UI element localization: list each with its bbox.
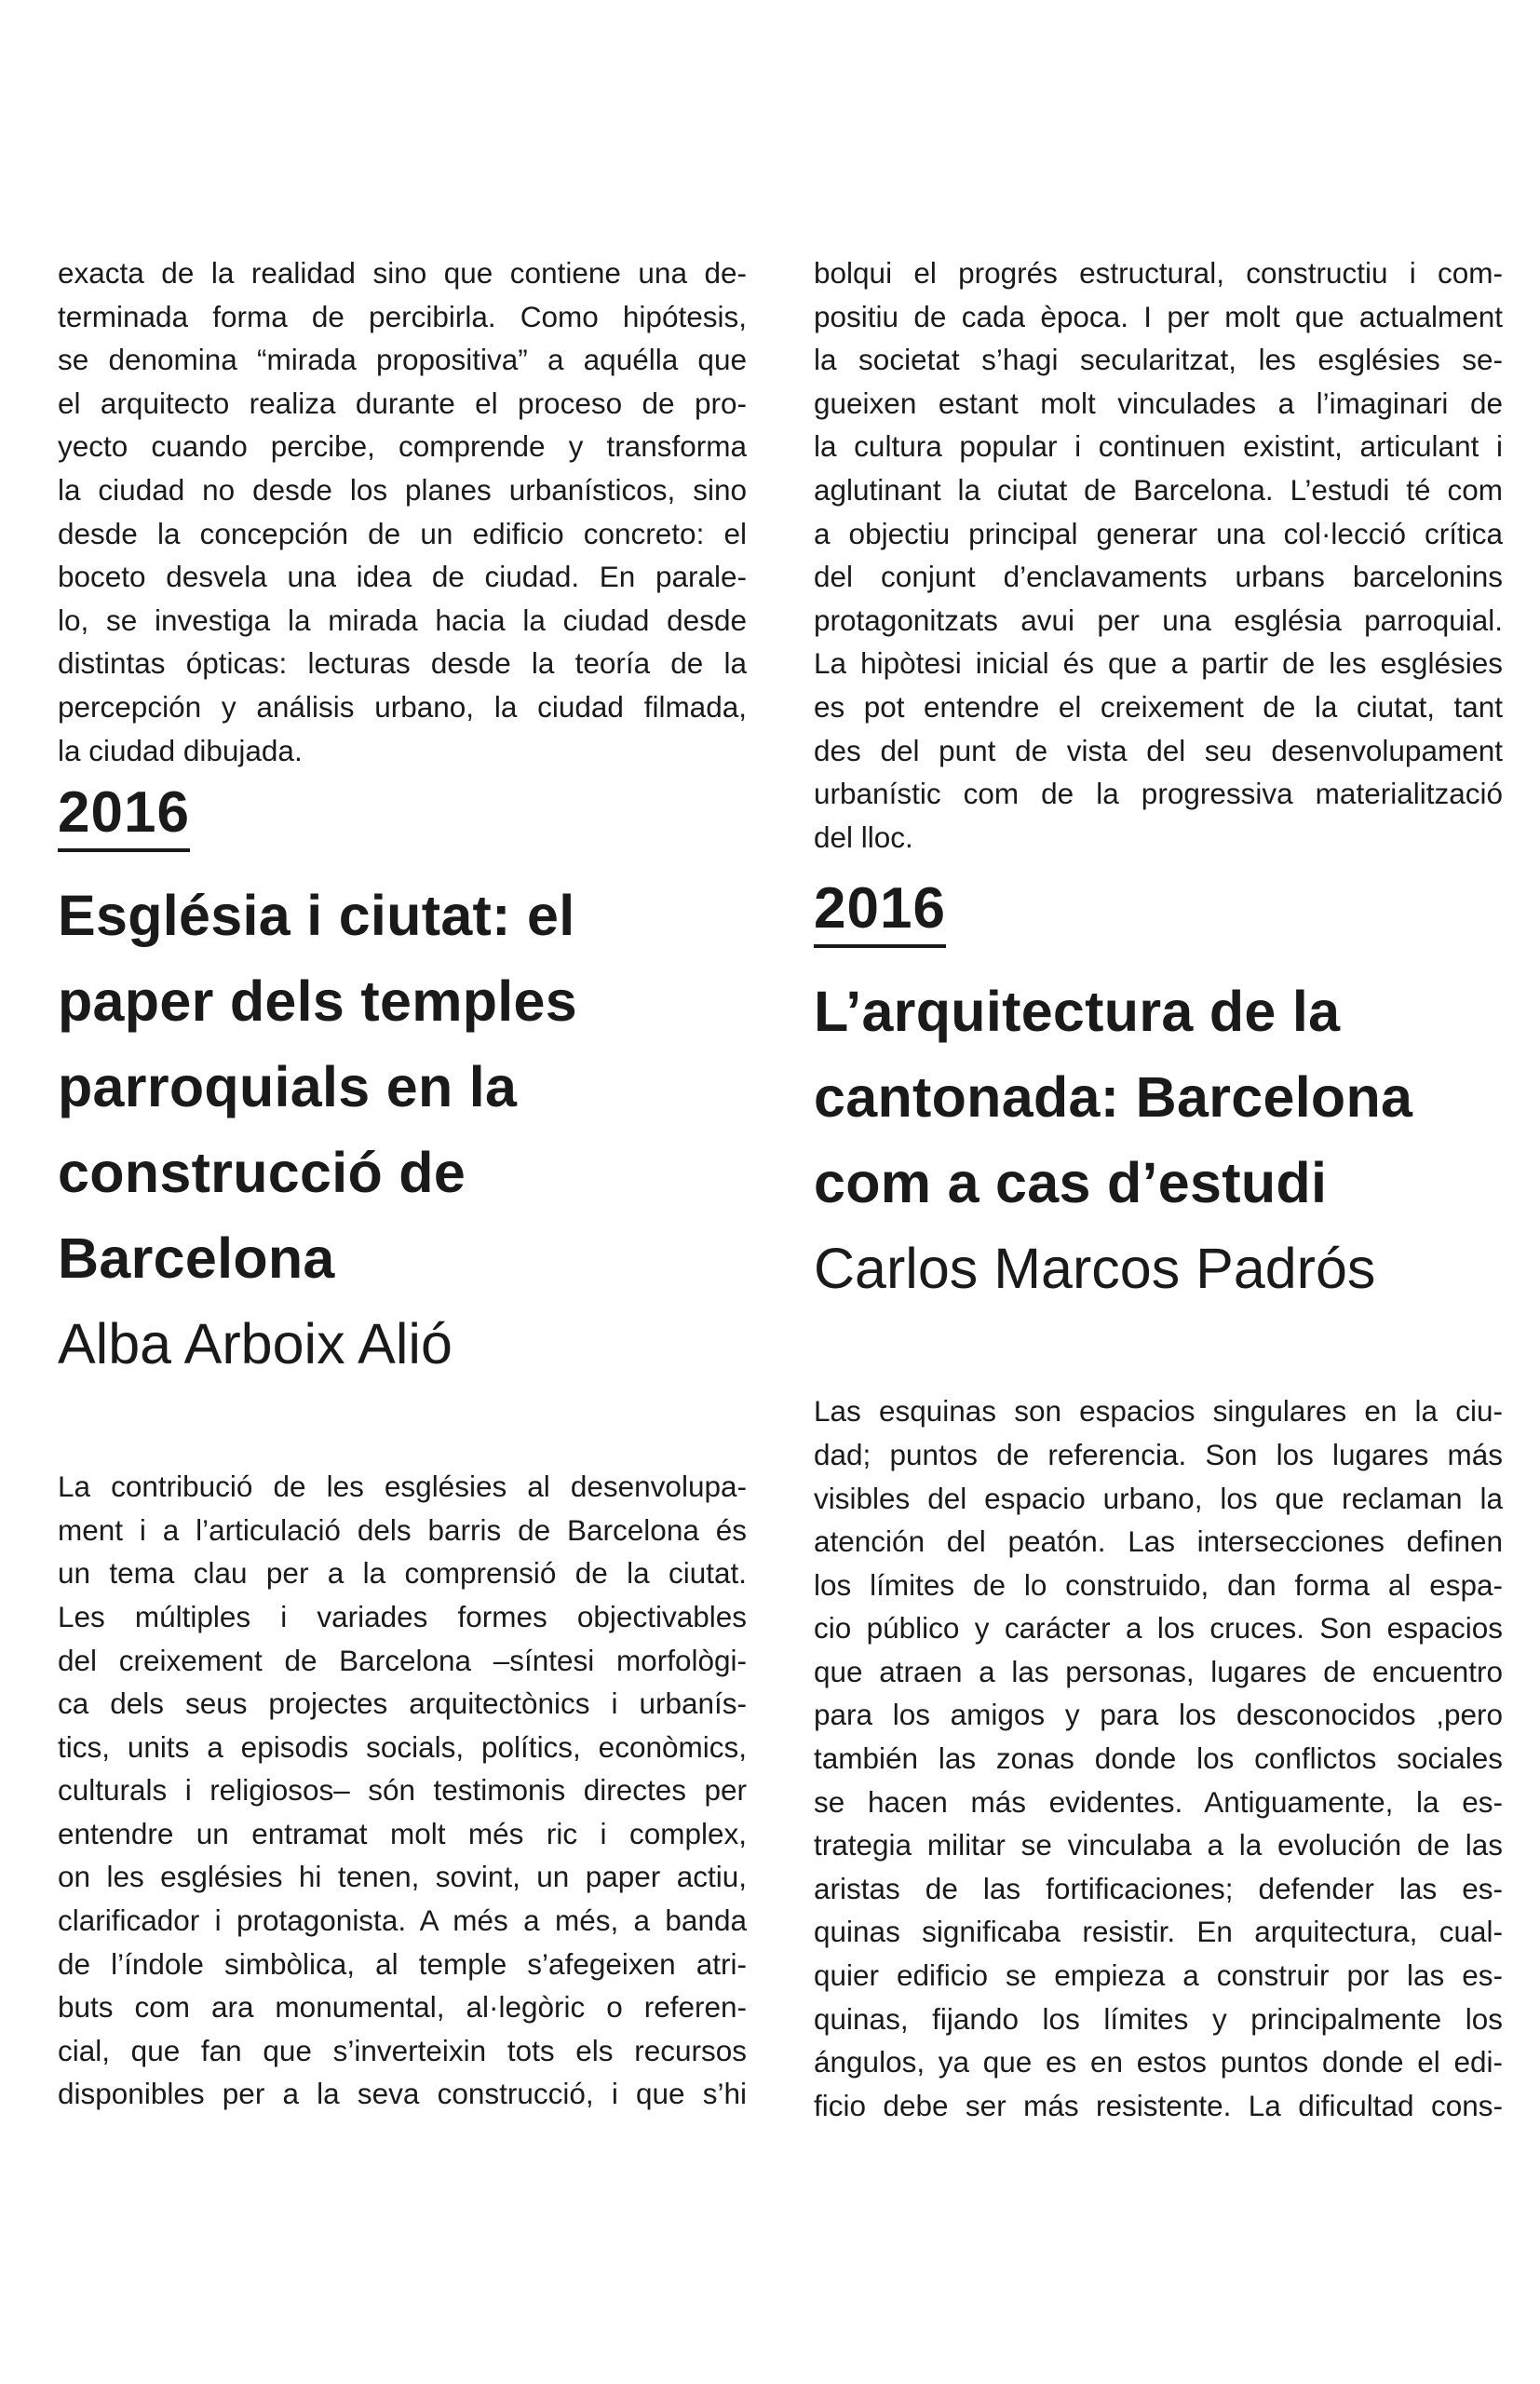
text-line: quinas, fijando los límites y principalmente los: [814, 2001, 1503, 2036]
text-line: trategia militar se vinculaba a la evolución de las: [814, 1828, 1503, 1862]
left-column: [58, 251, 747, 2116]
text-line: quinas significaba resistir. En arquitectura, cual-: [814, 1915, 1503, 1949]
left-year-heading: 2016: [58, 779, 190, 852]
text-line: urbanístic com de la progressiva materialització: [814, 777, 1503, 811]
left-year-block: [58, 779, 747, 852]
text-line: cio público y carácter a los cruces. Son espacios: [814, 1611, 1503, 1646]
text-line: aristas de las fortificaciones; defender las es-: [814, 1871, 1503, 1905]
text-line: se hacen más evidentes. Antiguamente, la es-: [814, 1784, 1503, 1819]
text-line: la ciudad no desde los planes urbanísticos, sino: [58, 472, 747, 507]
text-line: un tema clau per a la comprensió de la ciutat.: [58, 1556, 747, 1591]
text-line: La hipòtesi inicial és que a partir de les esglésies: [814, 646, 1503, 681]
text-line: la cultura popular i continuen existint, articulant i: [814, 429, 1503, 464]
left-intro-paragraph: [58, 251, 747, 772]
text-line: del lloc.: [814, 820, 913, 854]
text-line: disponibles per a la seva construcció, i que s’hi: [58, 2077, 747, 2111]
text-line: Barcelona: [58, 1226, 335, 1291]
text-line: del conjunt d’enclavaments urbans barcelonins: [814, 560, 1503, 594]
text-line: la societat s’hagi secularitzat, les esglésies se-: [814, 343, 1503, 377]
text-line: quier edificio se empieza a construir por las es-: [814, 1958, 1503, 1993]
text-line: paper dels temples: [58, 969, 578, 1034]
text-line: protagonitzats avui per una església parroquial.: [814, 603, 1503, 637]
text-line: se denomina “mirada propositiva” a aquélla que: [58, 343, 747, 377]
text-line: a objectiu principal generar una col·lecció crítica: [814, 516, 1503, 550]
right-column: [814, 251, 1503, 2127]
text-line: que atraen a las personas, lugares de encuentro: [814, 1654, 1503, 1688]
text-line: ment i a l’articulació dels barris de Barcelona és: [58, 1512, 747, 1547]
text-line: ángulos, ya que es en estos puntos donde el edi-: [814, 2045, 1503, 2079]
text-line: atención del peatón. Las intersecciones definen: [814, 1524, 1503, 1559]
text-line: ca dels seus projectes arquitectònics i urbanís-: [58, 1686, 747, 1721]
text-line: también las zonas donde los conflictos sociales: [814, 1741, 1503, 1776]
text-line: boceto desvela una idea de ciudad. En parale-: [58, 560, 747, 594]
text-line: el arquitecto realiza durante el proceso de pro-: [58, 386, 747, 420]
text-line: Església i ciutat: el: [58, 884, 575, 948]
text-line: ficio debe ser más resistente. La dificultad cons-: [814, 2088, 1503, 2122]
text-line: construcció de: [58, 1141, 466, 1205]
text-line: L’arquitectura de la: [814, 980, 1341, 1044]
text-line: cantonada: Barcelona: [814, 1065, 1413, 1130]
text-line: clarificador i protagonista. A més a més, a banda: [58, 1903, 747, 1938]
text-line: positiu de cada època. I per molt que actualment: [814, 299, 1503, 333]
right-article-author: Carlos Marcos Padrós: [814, 1237, 1376, 1301]
text-line: buts com ara monumental, al·legòric o referen-: [58, 1990, 747, 2025]
text-line: yecto cuando percibe, comprende y transforma: [58, 429, 747, 464]
right-year-block: [814, 875, 1503, 948]
text-line: para los amigos y para los desconocidos ,pero: [814, 1698, 1503, 1732]
right-year-heading: 2016: [814, 875, 946, 948]
text-line: aglutinant la ciutat de Barcelona. L’estudi té com: [814, 472, 1503, 507]
right-intro-paragraph: [814, 251, 1503, 859]
text-line: es pot entendre el creixement de la ciutat, tant: [814, 689, 1503, 724]
text-line: del creixement de Barcelona –síntesi morfològi-: [58, 1643, 747, 1677]
right-article-title: [814, 968, 1503, 1226]
text-line: distintas ópticas: lecturas desde la teoría de la: [58, 646, 747, 681]
text-line: los límites de lo construido, dan forma al espa-: [814, 1567, 1503, 1602]
text-line: La contribució de les esglésies al desenvolupa-: [58, 1470, 747, 1504]
text-line: cial, que fan que s’inverteixin tots els recursos: [58, 2033, 747, 2067]
text-line: tics, units a episodis socials, polítics, econòmics,: [58, 1729, 747, 1764]
text-line: des del punt de vista del seu desenvolupament: [814, 733, 1503, 767]
text-line: Las esquinas son espacios singulares en la ciu-: [814, 1394, 1503, 1429]
text-line: la ciudad dibujada.: [58, 733, 303, 767]
text-line: culturals i religiosos– són testimonis directes per: [58, 1773, 747, 1808]
left-article-author: Alba Arboix Alió: [58, 1312, 453, 1376]
text-line: on les esglésies hi tenen, sovint, un paper actiu,: [58, 1860, 747, 1894]
text-line: dad; puntos de referencia. Son los lugares más: [814, 1437, 1503, 1471]
text-line: parroquials en la: [58, 1055, 518, 1119]
text-line: de l’índole simbòlica, al temple s’afegeixen atri-: [58, 1946, 747, 1981]
text-line: com a cas d’estudi: [814, 1151, 1328, 1215]
text-line: entendre un entramat molt més ric i complex,: [58, 1816, 747, 1850]
right-abstract-paragraph: [814, 1389, 1503, 2127]
text-line: percepción y análisis urbano, la ciudad filmada,: [58, 689, 747, 724]
text-line: exacta de la realidad sino que contiene una de-: [58, 256, 747, 290]
text-line: terminada forma de percibirla. Como hipótesis,: [58, 299, 747, 333]
text-line: desde la concepción de un edificio concreto: el: [58, 516, 747, 550]
left-article-title: [58, 873, 747, 1301]
text-line: visibles del espacio urbano, los que reclaman la: [814, 1481, 1503, 1515]
text-line: lo, se investiga la mirada hacia la ciudad desde: [58, 603, 747, 637]
text-line: Les múltiples i variades formes objectivables: [58, 1599, 747, 1633]
left-abstract-paragraph: [58, 1465, 747, 2116]
text-line: bolqui el progrés estructural, constructiu i com-: [814, 256, 1503, 290]
text-line: gueixen estant molt vinculades a l’imaginari de: [814, 386, 1503, 420]
